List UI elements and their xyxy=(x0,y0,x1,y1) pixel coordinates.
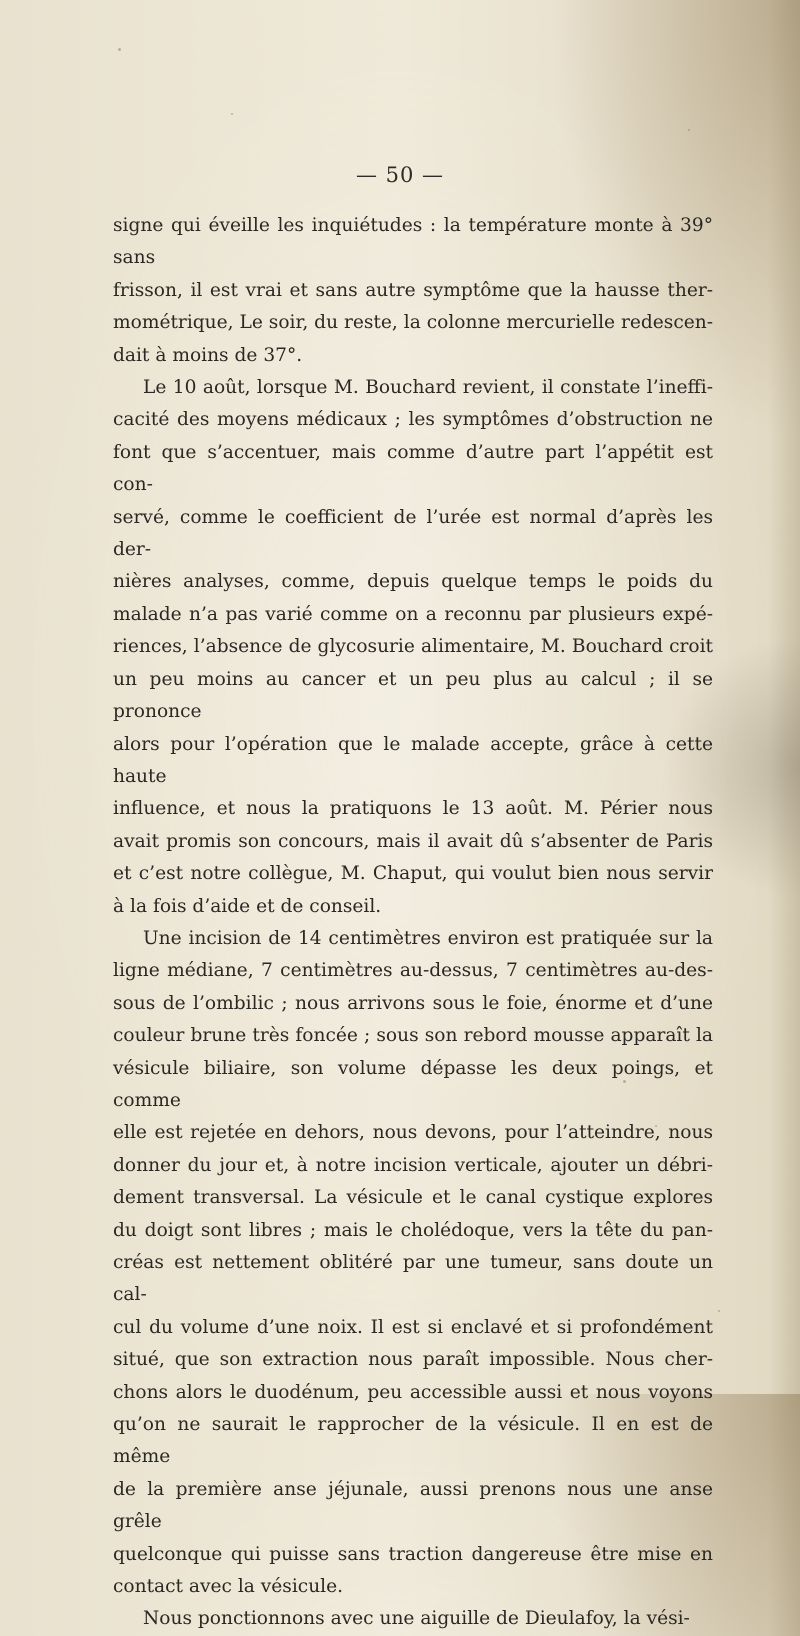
text-line: créas est nettement oblitéré par une tumeur, sans doute un cal- xyxy=(113,1252,713,1306)
text-line: vésicule biliaire, son volume dépasse les deux poings, et comme xyxy=(113,1057,713,1111)
text-line: quelconque qui puisse sans traction dangereuse être mise en xyxy=(113,1543,713,1565)
text-line: alors pour l’opération que le malade accepte, grâce à cette haute xyxy=(113,733,713,787)
text-line: frisson, il est vrai et sans autre symptôme que la hausse ther- xyxy=(113,279,713,301)
text-line: avait promis son concours, mais il avait dû s’absenter de Paris xyxy=(113,830,713,852)
text-line: signe qui éveille les inquiétudes : la température monte à 39° sans xyxy=(113,215,713,269)
text-line: elle est rejetée en dehors, nous devons, pour l’atteindre, nous xyxy=(113,1122,713,1144)
text-line: donner du jour et, à notre incision verticale, ajouter un débri- xyxy=(113,1154,713,1176)
text-line: cul du volume d’une noix. Il est si enclavé et si profondément xyxy=(113,1316,713,1338)
text-line: malade n’a pas varié comme on a reconnu par plusieurs expé- xyxy=(113,603,713,625)
text-body xyxy=(113,210,713,1636)
text-line: Une incision de 14 centimètres environ est pratiquée sur la xyxy=(143,927,713,949)
text-line: et c’est notre collègue, M. Chaput, qui voulut bien nous servir xyxy=(113,863,713,885)
text-line: couleur brune très foncée ; sous son rebord mousse apparaît la xyxy=(113,1025,713,1047)
paper-speck xyxy=(688,129,690,131)
text-line: ligne médiane, 7 centimètres au-dessus, 7 centimètres au-des- xyxy=(113,960,713,982)
text-line: de la première anse jéjunale, aussi prenons nous une anse grêle xyxy=(113,1478,713,1533)
text-line: situé, que son extraction nous paraît impossible. Nous cher- xyxy=(113,1349,713,1371)
text-line: Nous ponctionnons avec une aiguille de Dieulafoy, la vési- xyxy=(143,1608,690,1630)
text-line: cacité des moyens médicaux ; les symptômes d’obstruction ne xyxy=(113,409,713,431)
text-line: qu’on ne saurait le rapprocher de la vésicule. Il en est de même xyxy=(113,1414,713,1468)
page-number: — 50 — xyxy=(355,163,445,187)
text-line: sous de l’ombilic ; nous arrivons sous le foie, énorme et d’une xyxy=(113,992,713,1014)
paper-speck xyxy=(623,1080,626,1083)
text-line: Le 10 août, lorsque M. Bouchard revient, il constate l’ineffi- xyxy=(143,377,713,399)
text-line: nières analyses, comme, depuis quelque temps le poids du xyxy=(113,571,713,593)
text-line: font que s’accentuer, mais comme d’autre part l’appétit est con- xyxy=(113,441,713,496)
text-line: dait à moins de 37°. xyxy=(113,344,303,366)
paper-speck xyxy=(296,1325,298,1327)
paper-speck xyxy=(718,1310,720,1312)
text-line: un peu moins au cancer et un peu plus au calcul ; il se prononce xyxy=(113,668,713,723)
paper-speck xyxy=(118,48,121,51)
text-line: dement transversal. La vésicule et le canal cystique explores xyxy=(113,1187,713,1209)
text-line: riences, l’absence de glycosurie alimentaire, M. Bouchard croit xyxy=(113,636,713,658)
text-line: à la fois d’aide et de conseil. xyxy=(113,895,382,917)
text-line: contact avec la vésicule. xyxy=(113,1576,344,1598)
paper-speck xyxy=(655,1125,657,1127)
paper-speck xyxy=(402,168,404,170)
text-line: mométrique, Le soir, du reste, la colonne mercurielle redescen- xyxy=(113,312,713,334)
text-line: du doigt sont libres ; mais le cholédoque, vers la tête du pan- xyxy=(113,1219,713,1241)
text-line: servé, comme le coefficient de l’urée est normal d’après les der- xyxy=(113,506,713,561)
text-line: influence, et nous la pratiquons le 13 août. M. Périer nous xyxy=(113,798,713,820)
paper-speck xyxy=(605,1230,608,1233)
paper-speck xyxy=(231,113,233,115)
text-line: chons alors le duodénum, peu accessible aussi et nous voyons xyxy=(113,1381,713,1403)
